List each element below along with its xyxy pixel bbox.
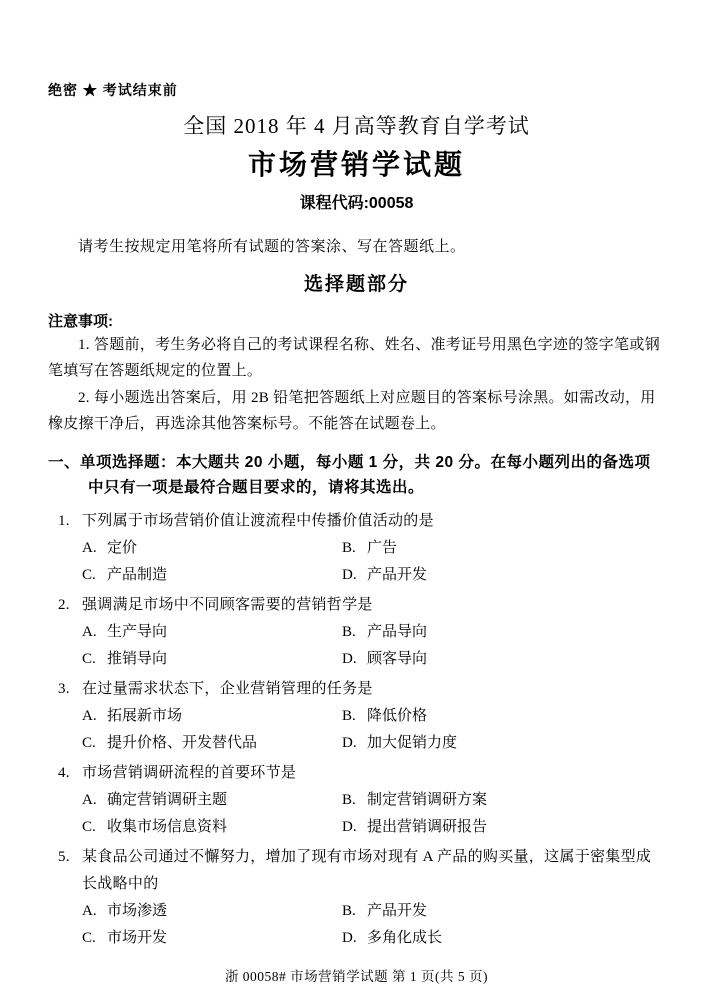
option-text: 产品导向 <box>367 624 428 640</box>
question-list <box>48 508 665 952</box>
option-text: 多角化成长 <box>367 930 443 946</box>
question-5-stem <box>48 844 665 898</box>
option-text: 顾客导向 <box>367 651 428 667</box>
option-text: 产品开发 <box>367 903 428 919</box>
option-label: B. <box>342 792 356 808</box>
option-label: B. <box>342 903 356 919</box>
answer-sheet-instruction: 请考生按规定用笔将所有试题的答案涂、写在答题纸上。 <box>78 238 466 255</box>
question-2-option-d <box>342 646 665 673</box>
option-label: A. <box>82 708 97 724</box>
question-5-option-a <box>82 898 342 925</box>
page-footer: 浙 00058# 市场营销学试题 第 1 页(共 5 页) <box>224 969 489 984</box>
option-text: 产品制造 <box>107 567 168 583</box>
option-label: C. <box>82 735 96 751</box>
option-text: 市场渗透 <box>107 903 168 919</box>
question-5-text: 某食品公司通过不懈努力，增加了现有市场对现有 A 产品的购买量，这属于密集型成长战略中的 <box>82 849 652 892</box>
question-4-option-a <box>82 787 342 814</box>
question-2-options <box>82 619 665 673</box>
question-1 <box>48 508 665 589</box>
option-label: D. <box>342 567 357 583</box>
question-1-stem <box>48 508 665 535</box>
question-5-option-d <box>342 925 665 952</box>
question-3-option-c <box>82 730 342 757</box>
option-text: 提升价格、开发替代品 <box>107 735 258 751</box>
question-4-option-b <box>342 787 665 814</box>
option-text: 推销导向 <box>107 651 168 667</box>
option-label: A. <box>82 540 97 556</box>
option-label: C. <box>82 567 96 583</box>
question-4-number: 4. <box>58 765 70 781</box>
question-5-option-b <box>342 898 665 925</box>
question-4-option-d <box>342 814 665 841</box>
option-text: 提出营销调研报告 <box>367 819 488 835</box>
question-1-option-b <box>342 535 665 562</box>
option-text: 广告 <box>367 540 398 556</box>
classification-banner: 绝密 ★ 考试结束前 <box>48 82 178 98</box>
option-text: 降低价格 <box>367 708 428 724</box>
option-label: A. <box>82 792 97 808</box>
question-3 <box>48 676 665 757</box>
part-title: 选择题部分 <box>303 274 409 295</box>
question-2 <box>48 592 665 673</box>
option-text: 生产导向 <box>107 624 168 640</box>
notes-heading: 注意事项: <box>48 313 113 330</box>
option-label: D. <box>342 735 357 751</box>
question-1-text: 下列属于市场营销价值让渡流程中传播价值活动的是 <box>82 513 434 529</box>
exam-session-title: 全国 2018 年 4 月高等教育自学考试 <box>183 114 530 138</box>
option-text: 加大促销力度 <box>367 735 458 751</box>
option-label: D. <box>342 819 357 835</box>
course-code: 课程代码:00058 <box>299 195 414 212</box>
question-1-option-a <box>82 535 342 562</box>
question-1-option-c <box>82 562 342 589</box>
option-label: C. <box>82 930 96 946</box>
option-text: 收集市场信息资料 <box>107 819 228 835</box>
note-1: 1. 答题前，考生务必将自己的考试课程名称、姓名、准考证号用黑色字迹的签字笔或钢笔填写在答题纸规定的位置上。 <box>48 337 661 379</box>
question-5-option-c <box>82 925 342 952</box>
question-5-number: 5. <box>58 849 70 865</box>
option-text: 制定营销调研方案 <box>367 792 488 808</box>
option-label: C. <box>82 651 96 667</box>
question-1-option-d <box>342 562 665 589</box>
question-2-option-c <box>82 646 342 673</box>
question-5 <box>48 844 665 952</box>
option-text: 产品开发 <box>367 567 428 583</box>
question-2-option-a <box>82 619 342 646</box>
option-label: A. <box>82 624 97 640</box>
option-label: B. <box>342 708 356 724</box>
option-label: D. <box>342 651 357 667</box>
option-text: 定价 <box>107 540 138 556</box>
question-2-stem <box>48 592 665 619</box>
question-4-option-c <box>82 814 342 841</box>
note-2: 2. 每小题选出答案后，用 2B 铅笔把答题纸上对应题目的答案标号涂黑。如需改动，用橡皮擦干净后，再选涂其他答案标号。不能答在试题卷上。 <box>48 390 656 432</box>
option-text: 市场开发 <box>107 930 168 946</box>
question-2-text: 强调满足市场中不同顾客需要的营销哲学是 <box>82 597 373 613</box>
question-2-option-b <box>342 619 665 646</box>
question-3-option-a <box>82 703 342 730</box>
question-2-number: 2. <box>58 597 70 613</box>
question-3-option-d <box>342 730 665 757</box>
section-heading-single-choice: 一、单项选择题：本大题共 20 小题，每小题 1 分，共 20 分。在每小题列出的备选项中只有一项是最符合题目要求的，请将其选出。 <box>48 454 651 496</box>
question-4-stem <box>48 760 665 787</box>
option-label: A. <box>82 903 97 919</box>
option-text: 拓展新市场 <box>107 708 183 724</box>
option-label: C. <box>82 819 96 835</box>
option-label: D. <box>342 930 357 946</box>
question-3-stem <box>48 676 665 703</box>
question-4 <box>48 760 665 841</box>
option-label: B. <box>342 624 356 640</box>
question-1-options <box>82 535 665 589</box>
question-1-number: 1. <box>58 513 70 529</box>
paper-title: 市场营销学试题 <box>247 149 465 180</box>
question-4-text: 市场营销调研流程的首要环节是 <box>82 765 297 781</box>
question-3-options <box>82 703 665 757</box>
question-5-options <box>82 898 665 952</box>
question-3-text: 在过量需求状态下，企业营销管理的任务是 <box>82 681 373 697</box>
question-3-number: 3. <box>58 681 70 697</box>
question-3-option-b <box>342 703 665 730</box>
question-4-options <box>82 787 665 841</box>
option-label: B. <box>342 540 356 556</box>
option-text: 确定营销调研主题 <box>107 792 228 808</box>
